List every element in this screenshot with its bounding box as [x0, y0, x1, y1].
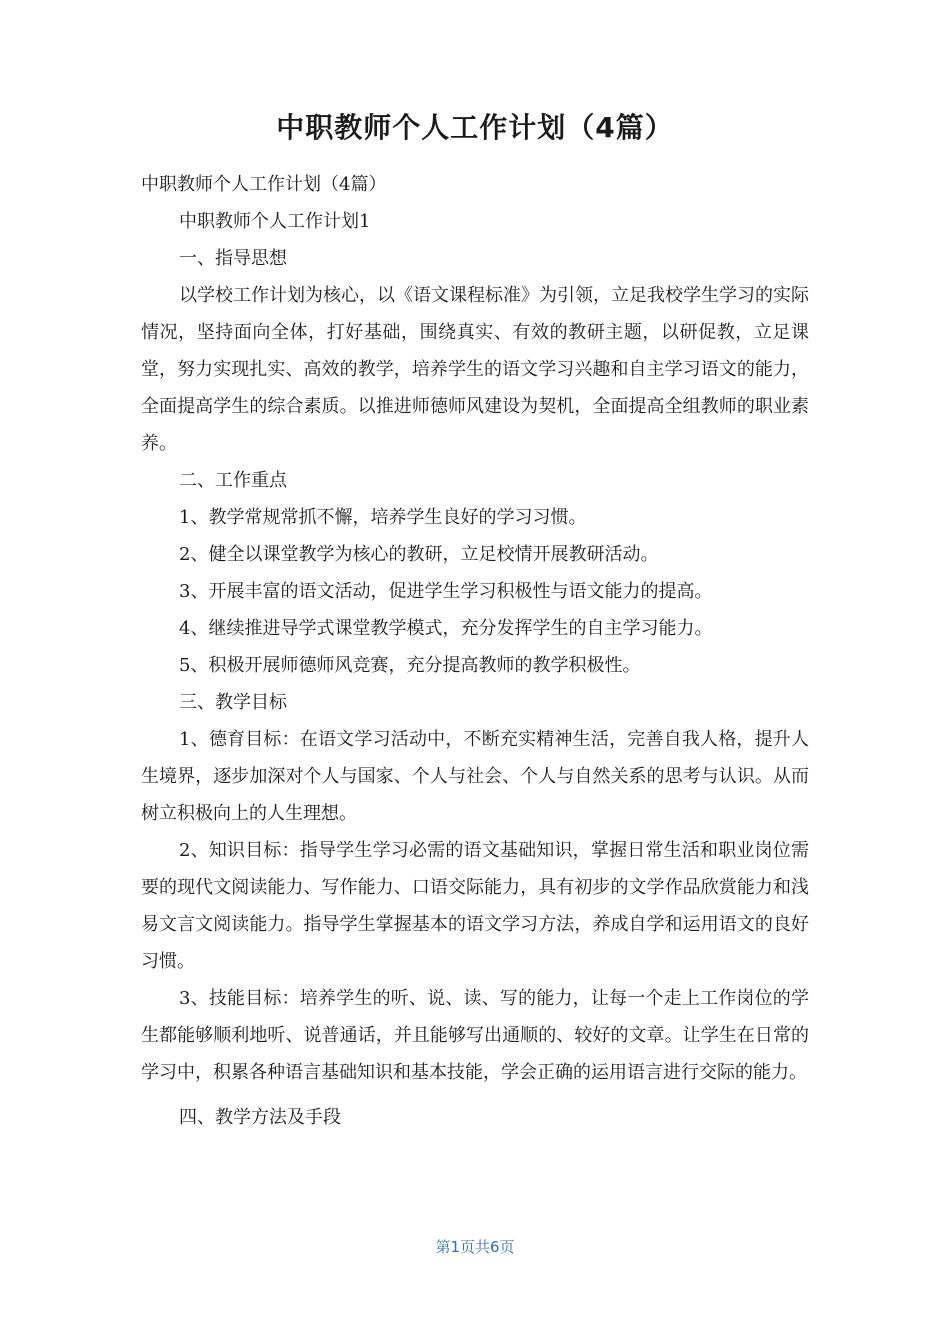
document-title: 中职教师个人工作计划（4篇） [276, 111, 674, 144]
focus-item: 2、健全以课堂教学为核心的教研，立足校情开展教研活动。 [179, 544, 659, 565]
focus-item: 4、继续推进导学式课堂教学模式，充分发挥学生的自主学习能力。 [179, 618, 713, 639]
page-number: 第1页共6页 [435, 1238, 515, 1256]
heading-work-focus: 二、工作重点 [179, 470, 287, 491]
heading-teaching-methods: 四、教学方法及手段 [179, 1107, 341, 1128]
paragraph-moral-goal: 1、德育目标：在语文学习活动中，不断充实精神生活，完善自我人格，提升人生境界，逐步加深对个人与国家、个人与社会、个人与自然关系的思考与认识。从而树立积极向上的人生理想。 [141, 729, 809, 824]
heading-teaching-goals: 三、教学目标 [179, 692, 287, 713]
focus-item: 1、教学常规常抓不懈，培养学生良好的学习习惯。 [179, 507, 587, 528]
document-body [141, 166, 809, 1136]
section-title: 中职教师个人工作计划1 [179, 211, 371, 232]
paragraph-knowledge-goal: 2、知识目标：指导学生学习必需的语文基础知识，掌握日常生活和职业岗位需要的现代文阅读能力、写作能力、口语交际能力，具有初步的文学作品欣赏能力和浅易文言文阅读能力。指导学生掌握基本的语文学习方法，养成自学和运用语文的良好习惯。 [141, 840, 809, 972]
focus-item: 5、积极开展师德师风竞赛，充分提高教师的教学积极性。 [179, 655, 641, 676]
focus-item: 3、开展丰富的语文活动，促进学生学习积极性与语文能力的提高。 [179, 581, 713, 602]
paragraph-skill-goal: 3、技能目标：培养学生的听、说、读、写的能力，让每一个走上工作岗位的学生都能够顺利地听、说普通话，并且能够写出通顺的、较好的文章。让学生在日常的学习中，积累各种语言基础知识和基本技能，学会正确的运用语言进行交际的能力。 [141, 988, 809, 1083]
heading-guiding-ideology: 一、指导思想 [179, 248, 287, 269]
subtitle: 中职教师个人工作计划（4篇） [141, 174, 387, 195]
paragraph-guiding-ideology: 以学校工作计划为核心，以《语文课程标准》为引领，立足我校学生学习的实际情况，坚持面向全体，打好基础，围绕真实、有效的教研主题，以研促教，立足课堂，努力实现扎实、高效的教学，培养学生的语文学习兴趣和自主学习语文的能力，全面提高学生的综合素质。以推进师德师风建设为契机，全面提高全组教师的职业素养。 [141, 285, 809, 454]
